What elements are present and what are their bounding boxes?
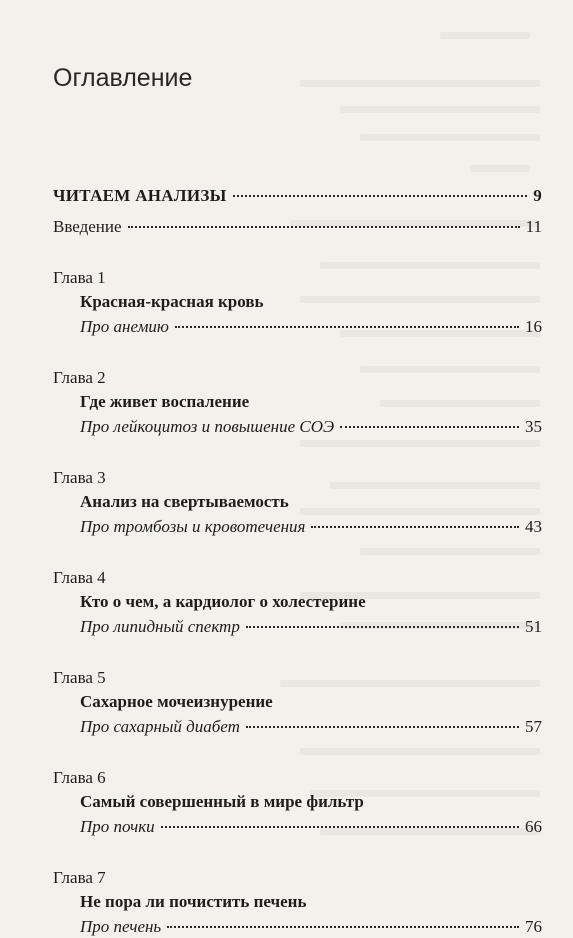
dot-leader xyxy=(233,195,528,197)
page-number: 16 xyxy=(525,317,542,336)
chapter-title: Сахарное мочеизнурение xyxy=(80,692,273,711)
page-number: 57 xyxy=(525,717,542,736)
dot-leader xyxy=(311,526,519,528)
toc-chapter-4 xyxy=(53,567,542,638)
toc-chapter-entry[interactable] xyxy=(80,716,542,738)
toc-chapter-entry[interactable] xyxy=(80,516,542,538)
chapter-label: Глава 6 xyxy=(53,768,106,787)
toc-chapter-entry[interactable] xyxy=(80,616,542,638)
toc-chapter-3 xyxy=(53,467,542,538)
dot-leader xyxy=(246,726,519,728)
dot-leader xyxy=(246,626,519,628)
table-of-contents xyxy=(53,185,542,938)
toc-chapter-2 xyxy=(53,367,542,438)
dot-leader xyxy=(167,926,519,928)
dot-leader xyxy=(340,426,519,428)
chapter-label: Глава 2 xyxy=(53,368,106,387)
page-number: 66 xyxy=(525,817,542,836)
page-number: 11 xyxy=(525,217,542,236)
page-title: Оглавление xyxy=(53,64,193,92)
chapter-label: Глава 4 xyxy=(53,568,106,587)
chapter-label: Глава 1 xyxy=(53,268,106,287)
toc-chapter-entry[interactable] xyxy=(80,416,542,438)
chapter-subtitle: Про липидный спектр xyxy=(80,617,240,636)
chapter-title: Самый совершенный в мире фильтр xyxy=(80,792,364,811)
chapter-title: Анализ на свертываемость xyxy=(80,492,289,511)
chapter-subtitle: Про анемию xyxy=(80,317,169,336)
dot-leader xyxy=(175,326,519,328)
toc-part-entry[interactable] xyxy=(53,185,542,207)
chapter-label: Глава 7 xyxy=(53,868,106,887)
chapter-subtitle: Про почки xyxy=(80,817,155,836)
toc-chapter-1 xyxy=(53,267,542,338)
chapter-subtitle: Про сахарный диабет xyxy=(80,717,240,736)
dot-leader xyxy=(128,226,520,228)
chapter-label: Глава 3 xyxy=(53,468,106,487)
chapter-title: Где живет воспаление xyxy=(80,392,250,411)
chapter-subtitle: Про печень xyxy=(80,917,162,936)
toc-chapter-7 xyxy=(53,867,542,938)
toc-chapter-entry[interactable] xyxy=(80,316,542,338)
page-number: 51 xyxy=(525,617,542,636)
toc-chapter-entry[interactable] xyxy=(80,816,542,838)
toc-chapter-entry[interactable] xyxy=(80,916,542,938)
part-title: ЧИТАЕМ АНАЛИЗЫ xyxy=(53,186,227,205)
chapter-subtitle: Про тромбозы и кровотечения xyxy=(80,517,306,536)
page-number: 35 xyxy=(525,417,542,436)
chapter-subtitle: Про лейкоцитоз и повышение СОЭ xyxy=(80,417,335,436)
page-number: 9 xyxy=(533,186,542,205)
chapter-title: Кто о чем, а кардиолог о холестерине xyxy=(80,592,366,611)
toc-chapter-6 xyxy=(53,767,542,838)
page-number: 76 xyxy=(525,917,542,936)
intro-title: Введение xyxy=(53,217,122,236)
dot-leader xyxy=(161,826,519,828)
chapter-label: Глава 5 xyxy=(53,668,106,687)
page-number: 43 xyxy=(525,517,542,536)
toc-intro-entry[interactable] xyxy=(53,216,542,238)
chapter-title: Не пора ли почистить печень xyxy=(80,892,307,911)
chapter-title: Красная-красная кровь xyxy=(80,292,264,311)
toc-chapter-5 xyxy=(53,667,542,738)
